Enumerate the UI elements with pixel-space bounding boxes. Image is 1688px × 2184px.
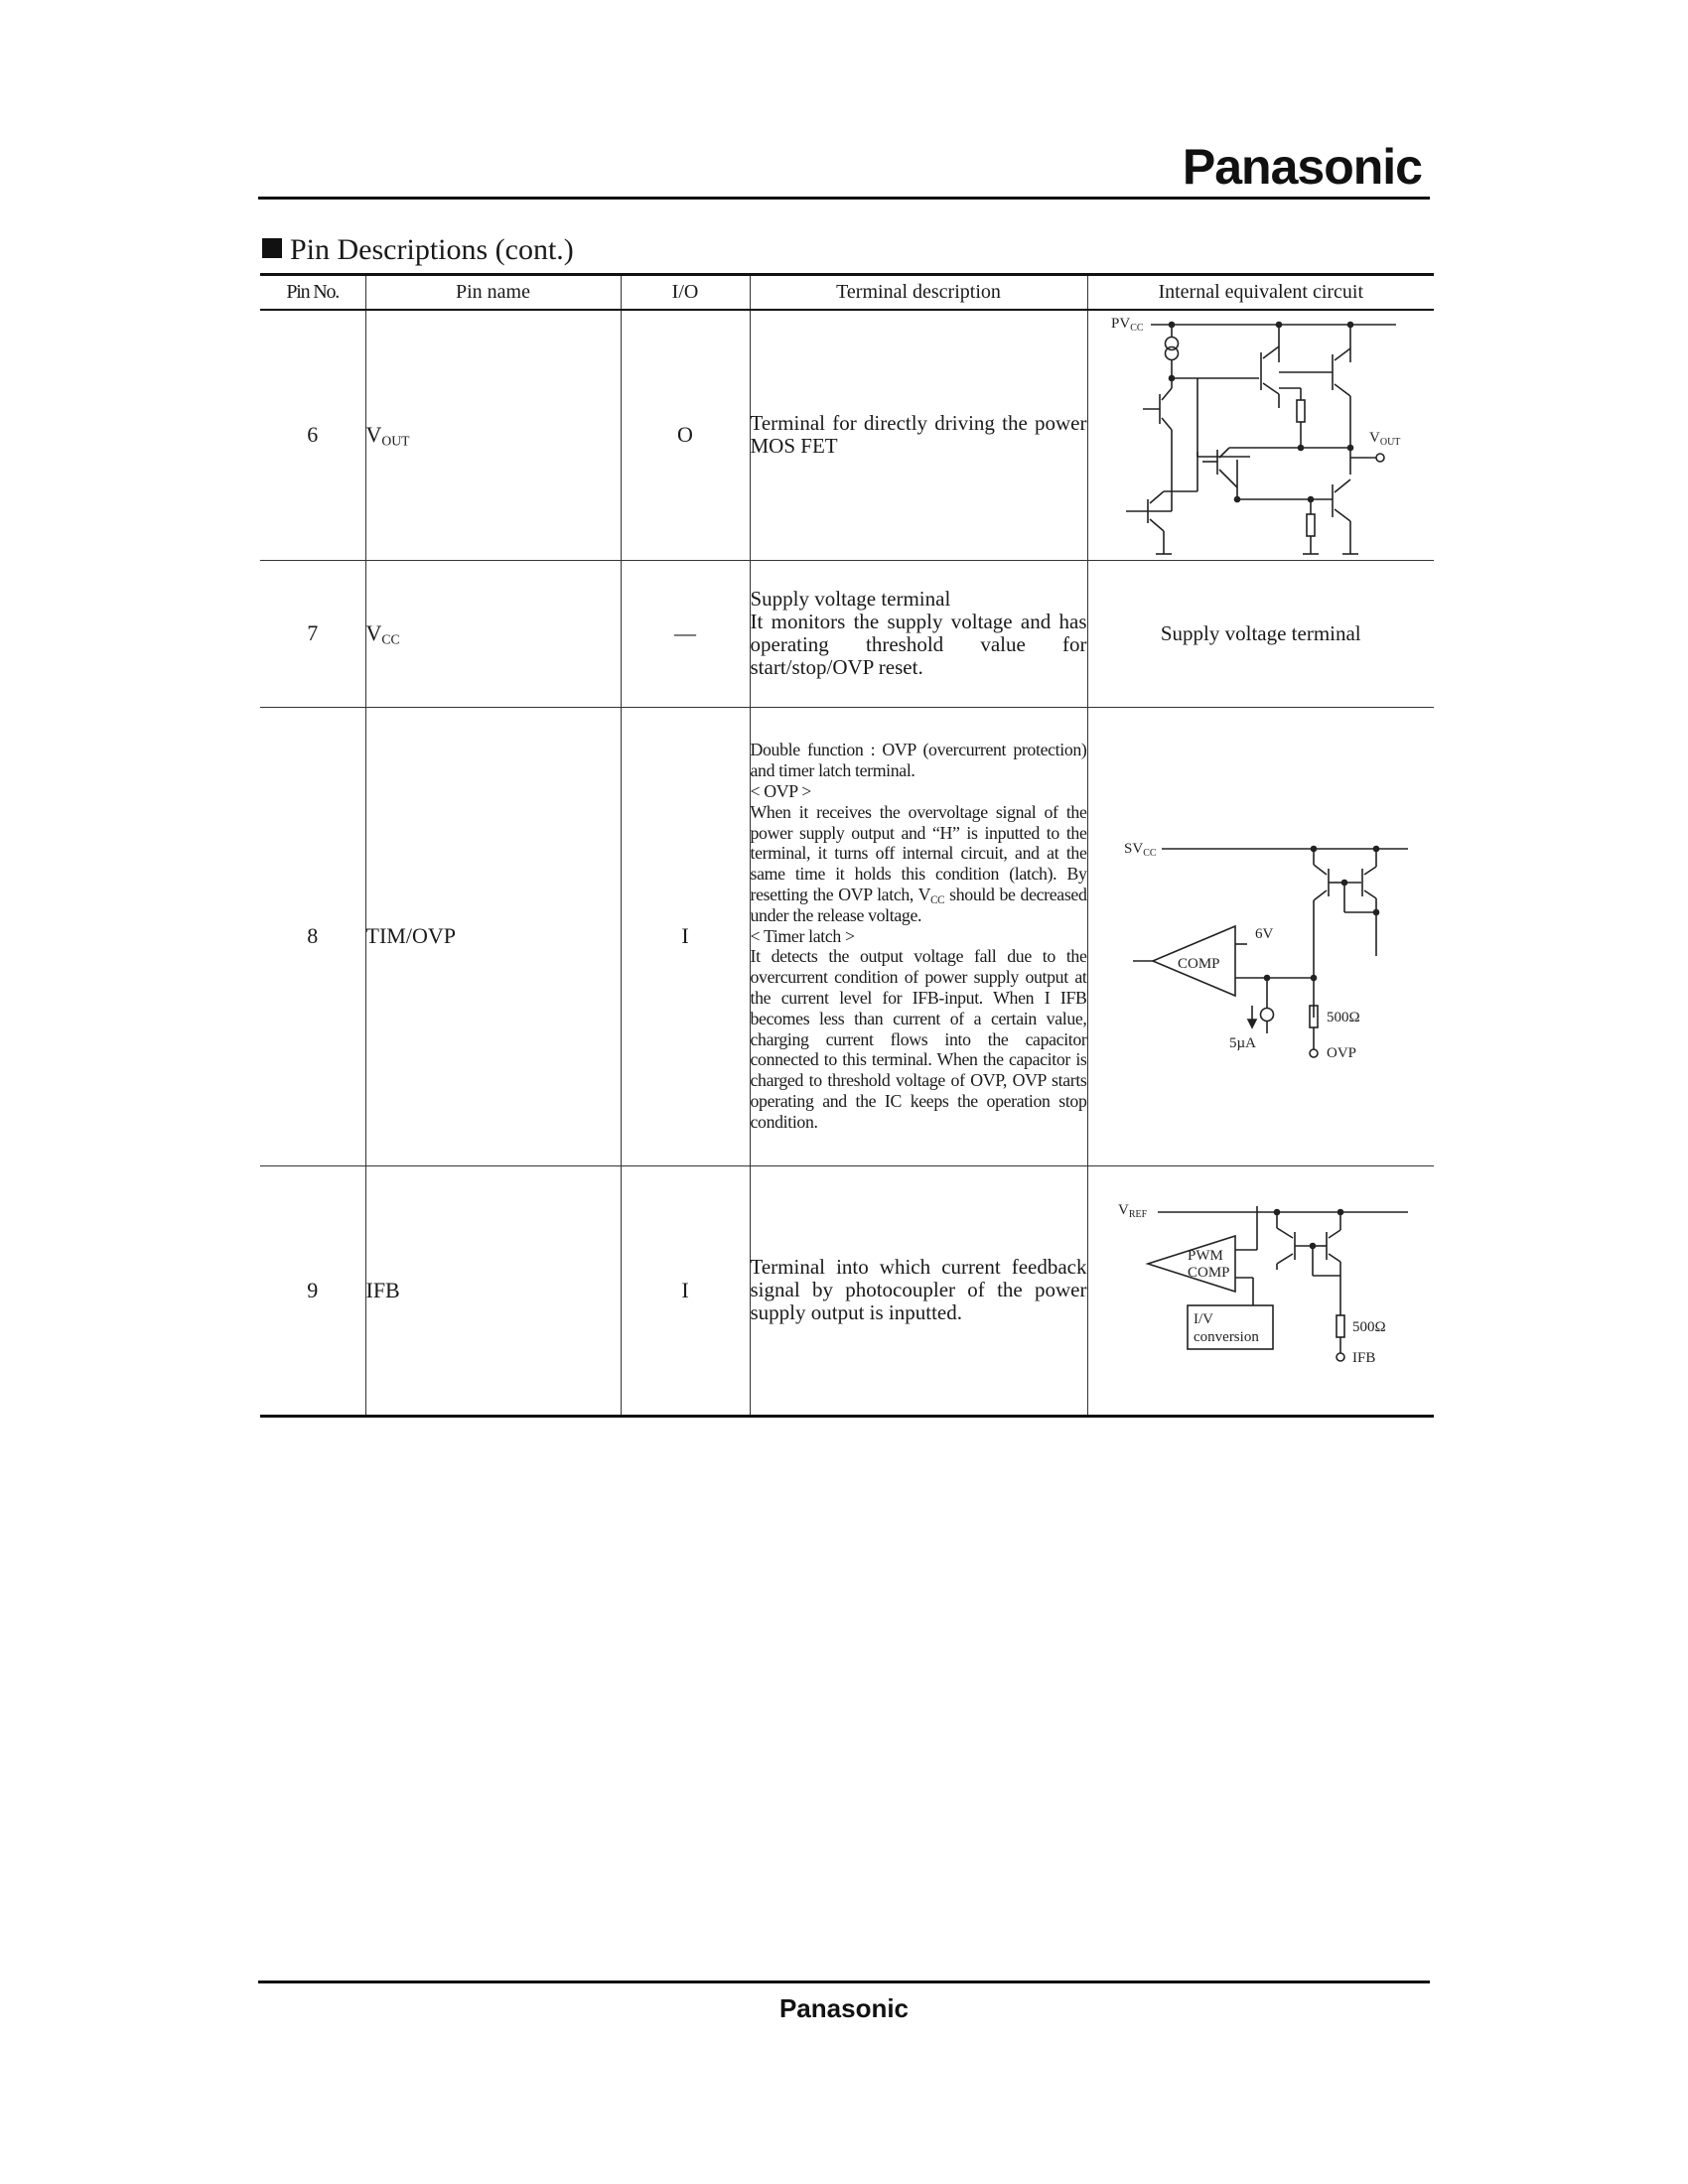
ovp-text-part: should be decreased under the release voltage. <box>750 885 1087 925</box>
output-label-sub: OUT <box>1379 437 1400 449</box>
table-header-row <box>260 275 1434 311</box>
voltage-label: 6V <box>1254 926 1273 942</box>
description-line: It monitors the supply voltage and has operating threshold value for start/stop/OVP reset. <box>750 610 1087 679</box>
svg-text:SVCC <box>1124 841 1157 859</box>
footer-rule <box>258 1980 1430 1983</box>
resistor-label: 500Ω <box>1326 1010 1360 1025</box>
pin-name-base: V <box>365 620 382 645</box>
iv-label-line2: conversion <box>1193 1328 1259 1345</box>
pin-name <box>365 310 621 560</box>
pin-io: I <box>621 1165 750 1416</box>
pin-description <box>750 707 1087 1165</box>
vout-circuit-diagram <box>1088 311 1435 559</box>
brand-logo-top: Panasonic <box>1182 139 1422 195</box>
ovp-text-sub: CC <box>930 893 945 906</box>
col-header-pin-name: Pin name <box>365 275 621 311</box>
supply-label-sub: REF <box>1128 1208 1147 1220</box>
col-header-pin-no: Pin No. <box>260 275 365 311</box>
pwm-label-line1: PWM <box>1187 1247 1223 1264</box>
table-row <box>260 560 1434 707</box>
description-line: Supply voltage terminal <box>750 587 951 611</box>
iv-label-line1: I/V <box>1193 1310 1213 1327</box>
supply-label: PV <box>1110 316 1130 333</box>
pin-description <box>750 310 1087 560</box>
table-row <box>260 1165 1434 1416</box>
circuit-text: Supply voltage terminal <box>1087 560 1434 707</box>
comp-label: COMP <box>1177 956 1220 972</box>
description-intro: Double function : OVP (overcurrent protection) and timer latch terminal. <box>750 740 1087 781</box>
section-title <box>262 232 574 268</box>
supply-label-sub: CC <box>1129 323 1144 335</box>
description-text: Terminal for directly driving the power MOS FET <box>750 411 1087 459</box>
resistor-label: 500Ω <box>1351 1318 1386 1335</box>
pin-name <box>365 560 621 707</box>
svg-text:PVCC <box>1111 316 1144 334</box>
supply-label-sub: CC <box>1142 848 1157 859</box>
pin-number: 8 <box>260 707 365 1165</box>
ovp-text-part: When it receives the overvoltage signal of the power supply output and “H” is inputted to the terminal, it turns off internal circuit, and at the same time it holds this condition (latch). By resetting the OVP latch, V <box>750 801 1087 904</box>
table-row <box>260 707 1434 1165</box>
pin-name-sub: CC <box>381 631 400 647</box>
table-row <box>260 310 1434 560</box>
pin-io: O <box>621 310 750 560</box>
pin-description <box>750 1165 1087 1416</box>
ifb-pin-label: IFB <box>1351 1349 1375 1366</box>
pin-name: IFB <box>365 1165 621 1416</box>
circuit-cell <box>1087 1165 1434 1416</box>
square-bullet-icon <box>262 238 282 258</box>
pin-name-sub: OUT <box>381 433 410 449</box>
col-header-terminal-description: Terminal description <box>750 275 1087 311</box>
ifb-circuit-diagram <box>1088 1166 1435 1415</box>
circuit-cell <box>1087 310 1434 560</box>
header-rule <box>258 197 1430 200</box>
pin-io: — <box>621 560 750 707</box>
pwm-label-line2: COMP <box>1187 1264 1230 1281</box>
supply-label: SV <box>1123 841 1143 857</box>
current-label: 5µA <box>1228 1035 1256 1051</box>
circuit-cell <box>1087 707 1434 1165</box>
col-header-io: I/O <box>621 275 750 311</box>
pin-io: I <box>621 707 750 1165</box>
description-text: Terminal into which current feedback signal by photocoupler of the power supply output is inputted. <box>750 1255 1087 1324</box>
col-header-internal-circuit: Internal equivalent circuit <box>1087 275 1434 311</box>
timer-heading: < Timer latch > <box>750 925 855 946</box>
ovp-heading: < OVP > <box>750 781 811 802</box>
pin-descriptions-table <box>260 273 1434 1418</box>
pin-name: TIM/OVP <box>365 707 621 1165</box>
pin-description <box>750 560 1087 707</box>
svg-text:VREF <box>1118 1202 1148 1220</box>
pin-number: 9 <box>260 1165 365 1416</box>
ovp-pin-label: OVP <box>1326 1045 1356 1061</box>
brand-logo-bottom: Panasonic <box>778 1993 910 2023</box>
svg-text:VOUT <box>1369 430 1400 448</box>
pin-number: 6 <box>260 310 365 560</box>
ovp-text <box>751 802 1087 926</box>
section-title-text: Pin Descriptions (cont.) <box>290 233 574 266</box>
pin-number: 7 <box>260 560 365 707</box>
tim-ovp-circuit-diagram <box>1088 787 1435 1085</box>
output-label: V <box>1368 430 1380 447</box>
supply-label: V <box>1117 1201 1129 1218</box>
timer-text: It detects the output voltage fall due to the overcurrent condition of power supply output at the current level for IFB-input. When I IFB becomes less than current of a certain value, charging current flows into the capacitor connected to this terminal. When the capacitor is charged to threshold voltage of OVP, OVP starts operating and the IC keeps the operation stop condition. <box>750 946 1087 1132</box>
pin-name-base: V <box>365 422 382 448</box>
